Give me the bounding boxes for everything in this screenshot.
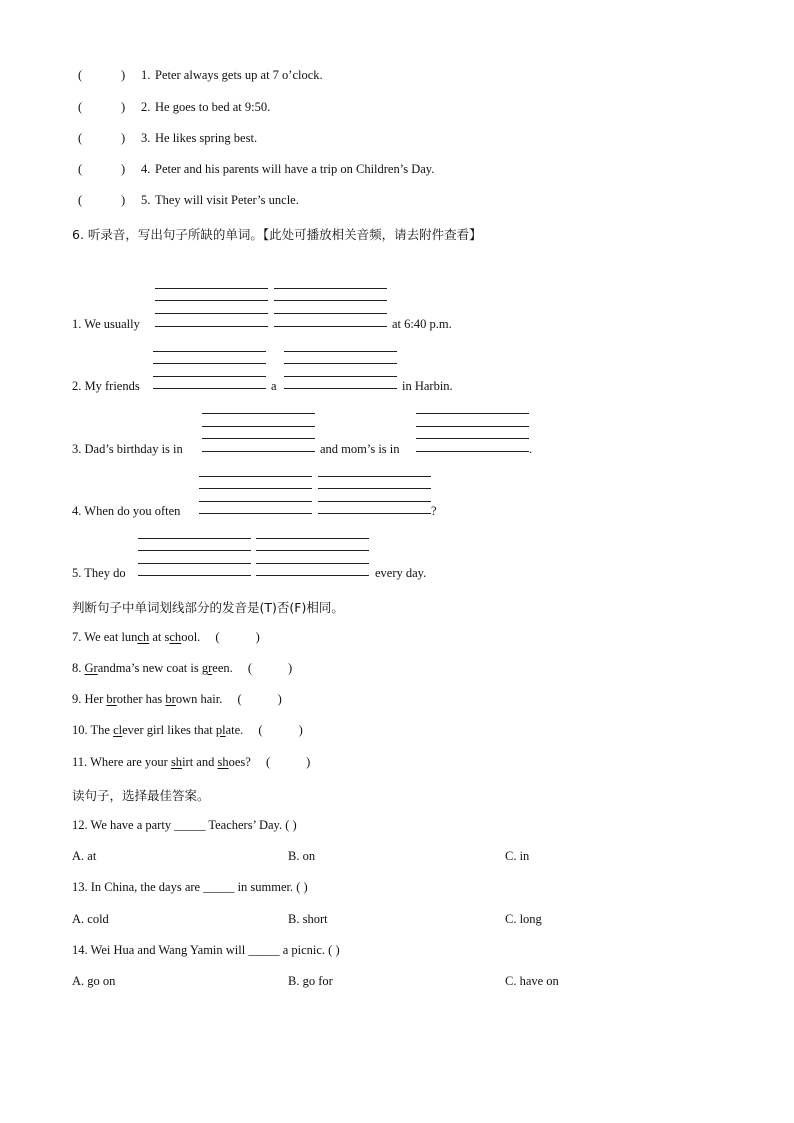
mc-option-c[interactable]: C. long [505,912,542,926]
underlined-letters: cl [113,723,123,737]
mc-question: 13. In China, the days are _____ in summer. ( ) [72,880,308,894]
answer-paren-left: ( [78,68,83,82]
phonics-text: at s [149,630,170,644]
answer-paren-left[interactable]: ( [237,692,242,706]
tf-statement: They will visit Peter’s uncle. [155,193,299,207]
mc-option-c[interactable]: C. have on [505,974,559,988]
mc-option-a[interactable]: A. at [72,849,97,863]
phonics-text: irt and [182,755,218,769]
item-number: 8. [72,661,82,675]
phonics-heading: 判断句子中单词划线部分的发音是(T)否(F)相同。 [72,600,344,615]
answer-paren-left[interactable]: ( [247,661,253,675]
tf-statement: He likes spring best. [155,131,258,145]
answer-paren-right: ) [288,661,293,675]
phonics-item [72,692,282,707]
phonics-text: own hair. [175,692,223,706]
underlined-letters: br [106,692,117,706]
phonics-text: We eat lun [84,630,138,644]
mc-option-b[interactable]: B. short [288,912,328,926]
mc-option-b[interactable]: B. go for [288,974,333,988]
tf-number: 4. [141,162,151,176]
underlined-letters: ch [137,630,150,644]
mc-option-a[interactable]: A. cold [72,912,109,926]
mc-option-c[interactable]: C. in [505,849,530,863]
mc-heading: 读句子，选择最佳答案。 [72,788,210,803]
tf-number: 2. [141,100,151,114]
fill-prefix: 4. When do you often [72,504,181,518]
tf-statement: Peter and his parents will have a trip on Children’s Day. [155,162,435,176]
fill-suffix: in Harbin. [402,379,453,393]
phonics-text: oes? [228,755,251,769]
phonics-text: Where are your [90,755,171,769]
underlined-letters: ch [169,630,182,644]
phonics-text: ate. [225,723,244,737]
answer-paren-left: ( [78,131,83,145]
tf-number: 1. [141,68,151,82]
mc-option-b[interactable]: B. on [288,849,316,863]
tf-number: 3. [141,131,151,145]
mc-question: 14. Wei Hua and Wang Yamin will _____ a picnic. ( ) [72,943,340,957]
tf-number: 5. [141,193,151,207]
phonics-text: Her [84,692,107,706]
item-number: 11. [72,755,88,769]
answer-paren-right: ) [121,100,126,114]
answer-paren-right: ) [255,630,260,644]
tf-item [0,100,794,118]
fill-suffix: every day. [375,566,427,580]
mc-question: 12. We have a party _____ Teachers’ Day. ( ) [72,818,297,832]
mc-option-a[interactable]: A. go on [72,974,116,988]
fill-prefix: 5. They do [72,566,126,580]
fill-middle: and mom’s is in [320,442,400,456]
fill-middle: a [271,379,277,393]
phonics-text: ool. [181,630,201,644]
phonics-text: ever girl likes that [122,723,216,737]
phonics-item [72,661,292,676]
answer-paren-right: ) [121,193,126,207]
item-number: 7. [72,630,82,644]
phonics-item [72,723,303,738]
phonics-text: other has [116,692,166,706]
tf-statement: He goes to bed at 9:50. [155,100,271,114]
answer-paren-right: ) [306,755,311,769]
fill-prefix: 1. We usually [72,317,140,331]
underlined-letters: Gr [84,661,98,675]
phonics-text: andma’s new coat is [97,661,202,675]
phonics-item [72,630,260,645]
fill-suffix: ? [431,504,437,518]
tf-item [0,193,794,211]
fill-prefix: 2. My friends [72,379,140,393]
phonics-item [72,755,310,770]
underlined-letters: gr [201,661,213,675]
underlined-letters: sh [217,755,229,769]
answer-paren-left[interactable]: ( [258,723,263,737]
section-6-heading: 6. 听录音，写出句子所缺的单词。【此处可播放相关音频，请去附件查看】 [72,227,482,242]
answer-paren-left: ( [78,162,83,176]
answer-paren-left[interactable]: ( [265,755,271,769]
fill-suffix: at 6:40 p.m. [392,317,452,331]
answer-paren-left: ( [78,193,83,207]
answer-paren-right: ) [121,68,126,82]
item-number: 9. [72,692,82,706]
answer-paren-right: ) [277,692,282,706]
tf-item [0,162,794,180]
tf-item [0,68,794,86]
answer-paren-right: ) [121,131,126,145]
answer-paren-left[interactable]: ( [215,630,220,644]
phonics-text: een. [212,661,233,675]
underlined-letters: pl [215,723,226,737]
fill-prefix: 3. Dad’s birthday is in [72,442,183,456]
phonics-text: The [90,723,114,737]
answer-paren-right: ) [121,162,126,176]
underlined-letters: sh [170,755,183,769]
tf-item [0,131,794,149]
fill-suffix: . [529,442,533,456]
answer-paren-left: ( [78,100,83,114]
item-number: 10. [72,723,88,737]
answer-paren-right: ) [298,723,303,737]
tf-statement: Peter always gets up at 7 o’clock. [155,68,323,82]
underlined-letters: br [165,692,176,706]
